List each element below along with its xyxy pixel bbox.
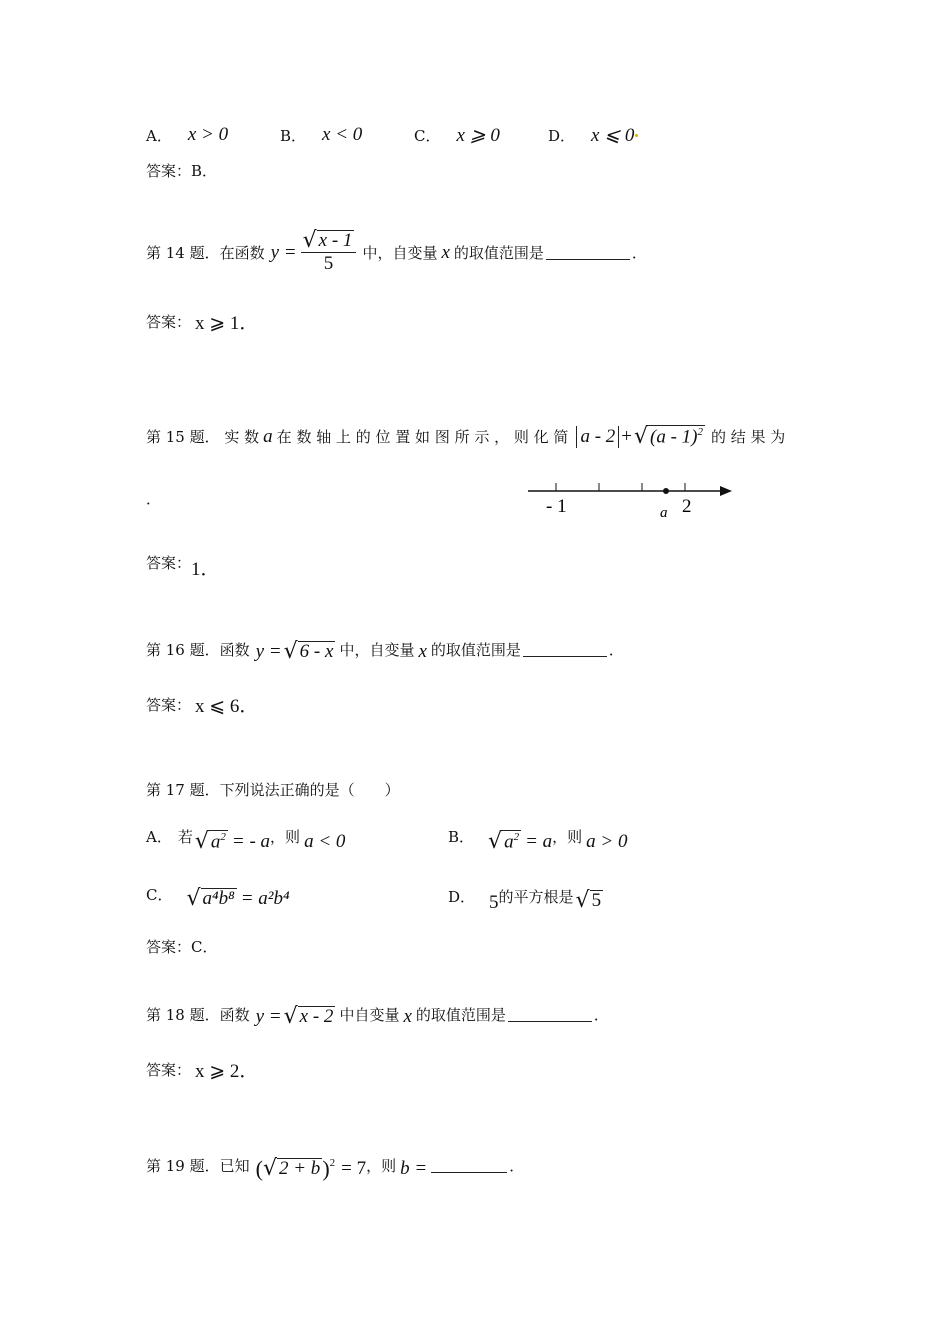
answer-18: [146, 1056, 258, 1083]
radical-sign-icon: √: [302, 228, 317, 253]
option-expr: x > 0: [187, 124, 229, 145]
answer-prefix: 答案：: [146, 554, 192, 572]
label-minus-one: - 1: [546, 496, 567, 517]
question-15: [146, 425, 785, 448]
question-title: 第 19 题．已知: [146, 1156, 250, 1175]
radicand-expr: a: [210, 831, 221, 853]
question-text: 的取值范围是: [430, 640, 521, 659]
answer-value: C．: [191, 938, 218, 956]
radical-sign-icon: √: [186, 886, 201, 911]
answer-prefix: 答案：: [146, 162, 192, 180]
label-a: a: [660, 505, 668, 521]
question-text: 的 结 果 为: [711, 428, 786, 447]
question-19: [146, 1148, 524, 1182]
radical-sign-icon: √: [633, 424, 649, 450]
answer-value: x ⩾ 2．: [195, 1061, 259, 1082]
variable: x: [441, 241, 450, 263]
answer-blank[interactable]: [546, 245, 630, 260]
question-title: 第 14 题．在函数: [146, 244, 265, 262]
label-two: 2: [682, 496, 692, 517]
question-text: 的取值范围是: [453, 244, 544, 262]
option-expr: x < 0: [322, 124, 363, 145]
plus-sign: +: [621, 425, 632, 447]
sqrt: [488, 830, 521, 853]
option-a: [146, 124, 228, 146]
sqrt: [576, 890, 604, 912]
answer-prefix: 答案：: [146, 696, 192, 714]
answer-prefix: 答案：: [146, 313, 192, 331]
option-expr: = - a: [231, 830, 271, 852]
point-a: [663, 488, 669, 494]
option-label: B．: [280, 126, 307, 145]
answer-blank[interactable]: [431, 1158, 507, 1173]
option-label: A．: [146, 126, 172, 145]
option-d: [548, 124, 638, 147]
option-text: ，则: [270, 828, 301, 847]
exponent: 2: [513, 831, 520, 843]
option-c: [414, 124, 500, 147]
option-label: A．: [146, 828, 172, 847]
exponent: 2: [697, 426, 703, 438]
radicand: x - 1: [318, 230, 353, 252]
function-y: y =: [270, 241, 297, 263]
option-a: [146, 820, 345, 853]
question-18: [146, 1000, 609, 1028]
question-text: ，则: [366, 1156, 397, 1175]
option-label: C．: [414, 127, 441, 145]
sqrt: [284, 1006, 336, 1028]
question-text: 中，自变量: [362, 244, 438, 262]
question-text: 在 数 轴 上 的 位 置 如 图 所 示 ， 则 化 简: [276, 428, 569, 447]
answer-value: x ⩽ 6．: [195, 696, 259, 717]
answer-blank[interactable]: [523, 642, 607, 657]
function-y: y =: [255, 1006, 282, 1027]
sqrt: [634, 425, 705, 448]
right-paren: ): [322, 1156, 330, 1181]
answer-prefix: 答案：: [146, 938, 192, 956]
radicand-expr: (a - 1): [650, 426, 698, 448]
exponent: 2: [220, 831, 226, 843]
exponent: 2: [329, 1157, 336, 1169]
question-text: 中自变量: [339, 1005, 400, 1024]
radicand: [209, 830, 228, 853]
option-text: ，则: [552, 828, 583, 847]
option-text: 的平方根是: [498, 887, 574, 906]
answer-14: [146, 308, 258, 335]
radical-sign-icon: √: [262, 1156, 277, 1181]
radicand: [648, 425, 705, 448]
option-c: [146, 878, 290, 910]
answer-prefix: 答案：: [146, 1061, 192, 1079]
question-end: ．: [146, 490, 162, 508]
question-title: 第 16 题．函数: [146, 640, 250, 659]
sqrt: [195, 830, 228, 853]
sqrt: [263, 1158, 322, 1180]
option-expr: x ⩽ 0: [591, 125, 635, 146]
option-expr: = a²b⁴: [240, 888, 290, 909]
answer-blank[interactable]: [508, 1007, 592, 1022]
option-b: [280, 124, 362, 146]
left-paren: (: [255, 1156, 263, 1181]
fraction: [301, 230, 357, 275]
answer-value: B．: [191, 162, 218, 180]
radicand: [502, 830, 521, 853]
answer-value: x ⩾ 1．: [195, 313, 259, 334]
radical-sign-icon: √: [575, 888, 590, 913]
question-end: ．: [608, 640, 624, 659]
marker-dot: [635, 134, 638, 137]
option-b: [448, 820, 627, 853]
question-end: ．: [593, 1005, 609, 1024]
radicand-expr: a: [504, 831, 514, 853]
answer-13: [146, 160, 217, 181]
answer-15: [146, 544, 220, 581]
question-end: ．: [509, 1156, 525, 1175]
radical-sign-icon: √: [194, 829, 209, 855]
question-title: 第 18 题．函数: [146, 1005, 250, 1024]
question-title: 第 17 题．下列说法正确的是（ ）: [146, 781, 400, 799]
question-16: [146, 635, 624, 663]
answer-value: 1．: [191, 559, 220, 580]
number-line: [520, 470, 740, 530]
variable: x: [418, 641, 427, 662]
radicand: 2 + b: [278, 1158, 321, 1180]
radicand: 6 - x: [299, 641, 334, 663]
option-expr: 5: [489, 892, 499, 913]
question-text: 中，自变量: [339, 640, 415, 659]
option-label: D．: [448, 887, 476, 906]
sqrt: [186, 888, 236, 910]
option-label: C．: [146, 885, 173, 904]
option-expr: = a: [525, 830, 553, 852]
option-d: [448, 878, 603, 914]
question-17: [146, 779, 400, 800]
radicand: x - 2: [299, 1006, 334, 1028]
option-conclusion: a < 0: [304, 830, 346, 852]
radical-sign-icon: √: [488, 829, 503, 855]
radicand: a⁴b⁸: [202, 888, 235, 910]
radical-sign-icon: √: [283, 639, 298, 664]
option-label: D．: [548, 127, 576, 145]
fraction-numerator: [301, 230, 357, 253]
fraction-denominator: 5: [323, 253, 334, 274]
absolute-value-expr: a - 2: [580, 425, 616, 447]
option-text: 若: [177, 828, 193, 847]
question-14: [146, 230, 647, 275]
sqrt: [284, 641, 336, 663]
answer-17: [146, 936, 218, 957]
radicand: 5: [591, 890, 602, 912]
variable: a: [263, 425, 273, 447]
arrow-icon: [720, 486, 732, 496]
equation-value: = 7: [341, 1158, 367, 1179]
absolute-value: [576, 426, 619, 448]
question-15-cont: [146, 488, 161, 509]
function-y: y =: [255, 641, 282, 662]
sqrt: [303, 230, 355, 252]
question-text: 的取值范围是: [415, 1005, 506, 1024]
option-label: B．: [448, 828, 475, 847]
variable: x: [403, 1006, 412, 1027]
option-conclusion: a > 0: [586, 830, 628, 852]
radical-sign-icon: √: [283, 1004, 298, 1029]
option-expr: x ⩾ 0: [456, 125, 500, 146]
answer-16: [146, 691, 258, 718]
question-end: ．: [631, 244, 647, 262]
question-title: 第 15 题． 实 数: [146, 428, 260, 447]
variable: b =: [400, 1158, 428, 1179]
